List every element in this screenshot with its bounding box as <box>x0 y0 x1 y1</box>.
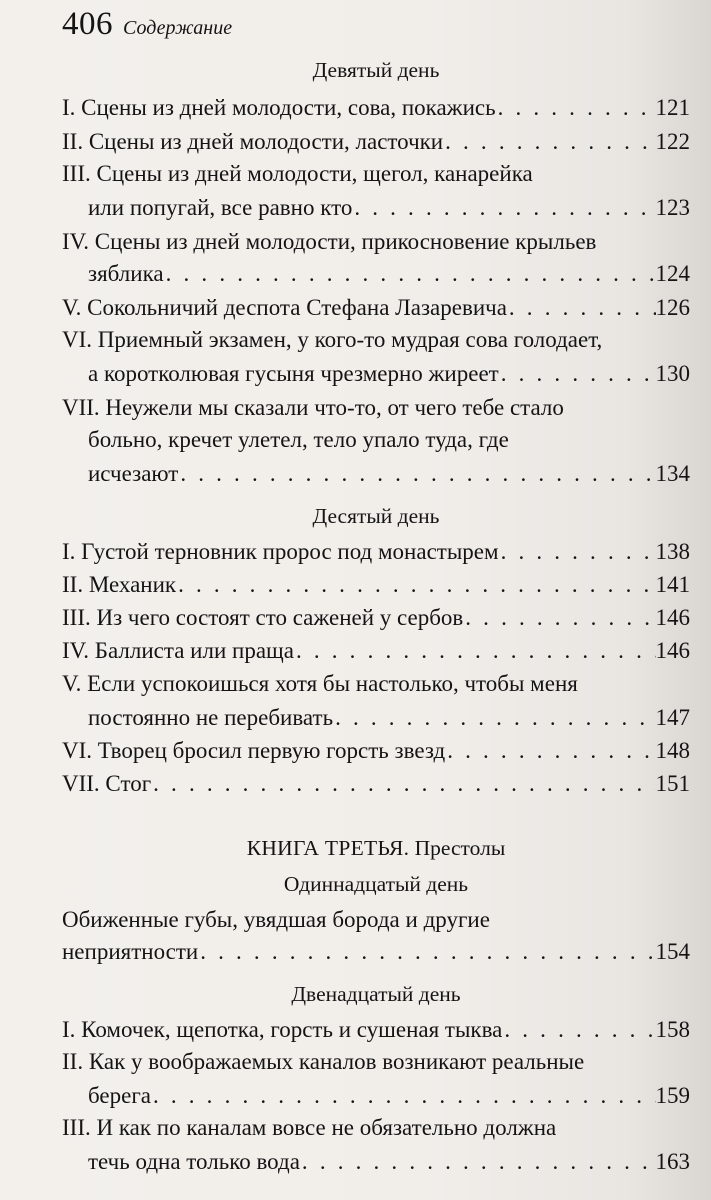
entry-page: 121 <box>655 95 690 120</box>
toc-entry <box>62 90 690 126</box>
running-head <box>62 4 232 44</box>
dot-leader <box>294 633 656 669</box>
entry-title-cont: а коротколювая гусыня чрезмерно жиреет <box>88 361 499 386</box>
toc-entry <box>62 124 690 160</box>
entry-title-line: IV. Сцены из дней молодости, прикосновение крыльев <box>62 229 597 254</box>
entry-title-line: V. Если успокоишься хотя бы настолько, чтобы меня <box>62 671 578 696</box>
dot-leader <box>463 600 655 636</box>
toc-entry <box>62 534 690 570</box>
entry-title-cont: течь одна только вода <box>88 1149 300 1174</box>
dot-leader <box>507 290 656 326</box>
section-heading-day11: Одиннадцатый день <box>283 872 469 896</box>
book-title-name: Престолы <box>409 836 506 860</box>
toc-entry <box>88 1078 690 1114</box>
entry-page: 124 <box>655 261 690 286</box>
dot-leader <box>176 567 655 603</box>
dot-leader <box>198 934 655 970</box>
entry-title: III. Из чего состоят сто саженей у сербов <box>62 605 464 630</box>
toc-entry <box>62 766 690 802</box>
dot-leader <box>443 124 655 160</box>
toc-entry <box>62 1012 690 1048</box>
entry-page: 147 <box>655 705 690 730</box>
dot-leader <box>496 90 656 126</box>
dot-leader <box>502 1012 655 1048</box>
toc-entry <box>62 934 690 970</box>
section-heading-day12: Двенадцатый день <box>291 982 461 1006</box>
entry-page: 123 <box>655 195 690 220</box>
entry-title-cont: зяблика <box>88 261 164 286</box>
page-number: 406 <box>62 6 113 42</box>
entry-title: IV. Баллиста или праща <box>62 638 294 663</box>
entry-title-line: VII. Неужели мы сказали что-то, от чего тебе стало <box>62 395 564 420</box>
entry-page: 146 <box>655 638 690 663</box>
entry-title-cont: берега <box>88 1083 151 1108</box>
toc-entry <box>88 1144 690 1180</box>
entry-page: 148 <box>655 738 690 763</box>
toc-entry <box>88 456 690 492</box>
toc-entry <box>88 190 690 226</box>
entry-title-cont: или попугай, все равно кто <box>88 195 353 220</box>
entry-title-line: III. И как по каналам вовсе не обязательно должна <box>62 1115 557 1140</box>
entry-title-line: Обиженные губы, увядшая борода и другие <box>62 907 490 932</box>
toc-entry <box>62 290 690 326</box>
entry-title: I. Комочек, щепотка, горсть и сушеная тыква <box>62 1017 503 1042</box>
section-heading-day10: Десятый день <box>312 504 440 528</box>
entry-page: 130 <box>655 361 690 386</box>
dot-leader <box>151 1078 656 1114</box>
toc-entry <box>88 700 690 736</box>
dot-leader <box>499 356 656 392</box>
entry-title-line: II. Как у воображаемых каналов возникают реальные <box>62 1049 585 1074</box>
entry-page: 146 <box>655 605 690 630</box>
entry-page: 158 <box>655 1017 690 1042</box>
entry-title-cont: неприятности <box>62 939 199 964</box>
running-title: Содержание <box>123 17 233 39</box>
dot-leader <box>178 456 655 492</box>
toc-entry <box>88 256 690 292</box>
entry-title-line: больно, кречет улетел, тело упало туда, где <box>88 427 509 452</box>
dot-leader <box>445 733 655 769</box>
entry-page: 122 <box>655 129 690 154</box>
section-heading-day9: Девятый день <box>312 58 440 82</box>
entry-title: II. Механик <box>62 572 177 597</box>
dot-leader <box>499 534 656 570</box>
toc-entry <box>62 600 690 636</box>
entry-page: 154 <box>655 939 690 964</box>
dot-leader <box>151 766 655 802</box>
entry-title: VII. Стог <box>62 771 152 796</box>
entry-title: V. Сокольничий деспота Стефана Лазаревича <box>62 295 507 320</box>
entry-page: 126 <box>655 295 690 320</box>
book-title <box>62 832 690 864</box>
entry-title-cont: исчезают <box>88 461 179 486</box>
entry-title: II. Сцены из дней молодости, ласточки <box>62 129 444 154</box>
dot-leader <box>352 190 655 226</box>
entry-page: 141 <box>655 572 690 597</box>
entry-title: I. Густой терновник пророс под монастырем <box>62 539 499 564</box>
toc-entry <box>62 733 690 769</box>
dot-leader <box>300 1144 656 1180</box>
entry-title-line: III. Сцены из дней молодости, щегол, канарейка <box>62 161 533 186</box>
dot-leader <box>164 256 656 292</box>
toc-entry <box>62 567 690 603</box>
entry-page: 151 <box>655 771 690 796</box>
entry-page: 163 <box>655 1149 690 1174</box>
entry-title-line: VI. Приемный экзамен, у кого-то мудрая сова голодает, <box>62 327 603 352</box>
dot-leader <box>333 700 655 736</box>
entry-title: I. Сцены из дней молодости, сова, покажись <box>62 95 496 120</box>
book-title-label: КНИГА ТРЕТЬЯ. <box>246 836 410 860</box>
entry-title: VI. Творец бросил первую горсть звезд <box>62 738 446 763</box>
entry-title-cont: постоянно не перебивать <box>88 705 334 730</box>
toc-entry <box>88 356 690 392</box>
entry-page: 134 <box>655 461 690 486</box>
entry-page: 138 <box>655 539 690 564</box>
toc-entry <box>62 633 690 669</box>
entry-page: 159 <box>655 1083 690 1108</box>
